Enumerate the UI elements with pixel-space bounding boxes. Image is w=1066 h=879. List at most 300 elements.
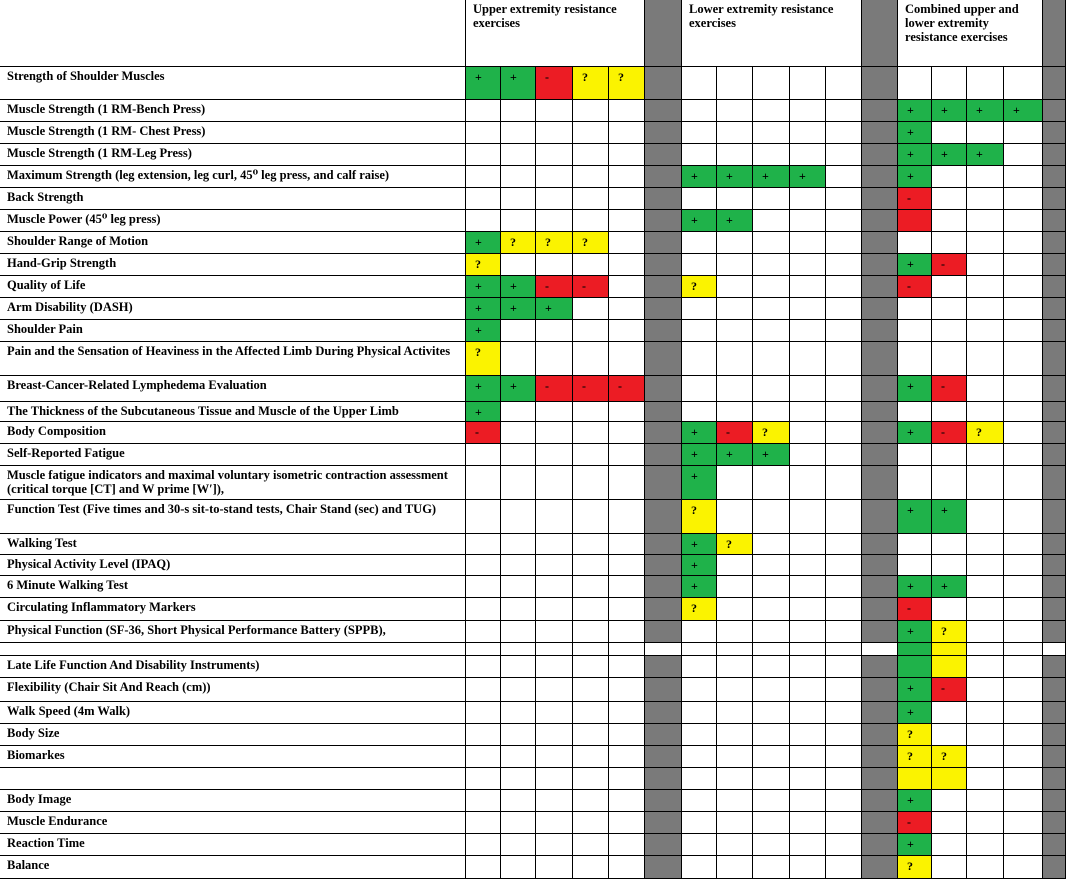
empty-cell bbox=[717, 466, 753, 500]
empty-cell bbox=[536, 856, 573, 879]
result-mark: + bbox=[898, 254, 932, 276]
empty-cell bbox=[1004, 576, 1043, 598]
row-label: Quality of Life bbox=[0, 276, 466, 298]
empty-cell bbox=[536, 444, 573, 466]
separator-column bbox=[862, 188, 898, 210]
result-mark: ? bbox=[573, 232, 609, 254]
empty-cell bbox=[682, 376, 717, 402]
separator-column bbox=[645, 100, 682, 122]
empty-cell bbox=[466, 768, 501, 790]
row-label: Physical Activity Level (IPAQ) bbox=[0, 555, 466, 576]
empty-cell bbox=[501, 812, 536, 834]
row-label: Circulating Inflammatory Markers bbox=[0, 598, 466, 621]
empty-cell bbox=[501, 402, 536, 422]
empty-cell bbox=[967, 166, 1004, 188]
result-mark: ? bbox=[609, 67, 645, 100]
empty-cell bbox=[682, 254, 717, 276]
empty-cell bbox=[466, 444, 501, 466]
empty-cell bbox=[1004, 500, 1043, 534]
empty-cell bbox=[1004, 166, 1043, 188]
empty-cell bbox=[536, 812, 573, 834]
empty-cell bbox=[536, 422, 573, 444]
result-mark: ? bbox=[932, 621, 967, 643]
empty-cell bbox=[501, 534, 536, 555]
empty-cell bbox=[753, 144, 790, 166]
empty-cell bbox=[967, 534, 1004, 555]
empty-cell bbox=[536, 210, 573, 232]
empty-cell bbox=[466, 466, 501, 500]
result-mark: + bbox=[682, 534, 717, 555]
empty-cell bbox=[967, 812, 1004, 834]
empty-cell bbox=[790, 500, 826, 534]
empty-cell bbox=[717, 812, 753, 834]
empty-cell bbox=[967, 576, 1004, 598]
empty-cell bbox=[501, 678, 536, 702]
empty-cell bbox=[573, 656, 609, 678]
empty-cell bbox=[932, 643, 967, 656]
empty-cell bbox=[790, 678, 826, 702]
separator-column bbox=[645, 376, 682, 402]
empty-cell bbox=[967, 555, 1004, 576]
empty-cell bbox=[898, 656, 932, 678]
empty-cell bbox=[790, 466, 826, 500]
separator-column bbox=[862, 232, 898, 254]
separator-column bbox=[645, 856, 682, 879]
separator-column bbox=[862, 576, 898, 598]
separator-column bbox=[862, 656, 898, 678]
empty-cell bbox=[826, 298, 862, 320]
row-label: Muscle Strength (1 RM-Bench Press) bbox=[0, 100, 466, 122]
separator-column bbox=[1043, 534, 1066, 555]
empty-cell bbox=[609, 466, 645, 500]
empty-cell bbox=[898, 232, 932, 254]
result-mark: + bbox=[466, 376, 501, 402]
empty-cell bbox=[898, 402, 932, 422]
separator-column bbox=[862, 598, 898, 621]
empty-cell bbox=[682, 724, 717, 746]
empty-cell bbox=[932, 555, 967, 576]
separator-column bbox=[862, 790, 898, 812]
empty-cell bbox=[609, 746, 645, 768]
empty-cell bbox=[1004, 376, 1043, 402]
empty-cell bbox=[1004, 466, 1043, 500]
empty-cell bbox=[682, 298, 717, 320]
row-label: Late Life Function And Disability Instruments) bbox=[0, 656, 466, 678]
empty-cell bbox=[573, 746, 609, 768]
separator-column bbox=[862, 166, 898, 188]
separator-column bbox=[1043, 702, 1066, 724]
empty-cell bbox=[790, 320, 826, 342]
empty-cell bbox=[898, 466, 932, 500]
empty-cell bbox=[1004, 555, 1043, 576]
empty-cell bbox=[573, 122, 609, 144]
empty-cell bbox=[501, 342, 536, 376]
empty-cell bbox=[573, 342, 609, 376]
empty-cell bbox=[717, 376, 753, 402]
separator-column bbox=[1043, 466, 1066, 500]
empty-cell bbox=[682, 342, 717, 376]
empty-cell bbox=[501, 834, 536, 856]
empty-cell bbox=[753, 466, 790, 500]
empty-cell bbox=[753, 790, 790, 812]
separator-column bbox=[1043, 122, 1066, 144]
result-mark: + bbox=[898, 576, 932, 598]
result-mark: + bbox=[466, 320, 501, 342]
empty-cell bbox=[682, 656, 717, 678]
empty-cell bbox=[753, 834, 790, 856]
empty-cell bbox=[967, 643, 1004, 656]
empty-cell bbox=[967, 678, 1004, 702]
empty-cell bbox=[1004, 678, 1043, 702]
empty-cell bbox=[536, 100, 573, 122]
empty-cell bbox=[573, 254, 609, 276]
result-mark: ? bbox=[682, 598, 717, 621]
empty-cell bbox=[717, 621, 753, 643]
empty-cell bbox=[573, 812, 609, 834]
separator-column bbox=[862, 834, 898, 856]
separator-column bbox=[645, 0, 682, 67]
empty-cell bbox=[609, 643, 645, 656]
empty-cell bbox=[826, 790, 862, 812]
empty-cell bbox=[682, 746, 717, 768]
empty-cell bbox=[753, 746, 790, 768]
result-mark: ? bbox=[682, 276, 717, 298]
empty-cell bbox=[790, 188, 826, 210]
empty-cell bbox=[967, 790, 1004, 812]
result-mark: + bbox=[682, 422, 717, 444]
row-label: 6 Minute Walking Test bbox=[0, 576, 466, 598]
gap-cell bbox=[1043, 643, 1066, 656]
empty-cell bbox=[826, 534, 862, 555]
empty-cell bbox=[466, 746, 501, 768]
empty-cell bbox=[717, 598, 753, 621]
empty-cell bbox=[790, 598, 826, 621]
empty-cell bbox=[1004, 856, 1043, 879]
separator-column bbox=[645, 500, 682, 534]
empty-cell bbox=[717, 834, 753, 856]
result-mark: + bbox=[466, 402, 501, 422]
separator-column bbox=[862, 444, 898, 466]
empty-cell bbox=[536, 768, 573, 790]
empty-cell bbox=[1004, 232, 1043, 254]
empty-cell bbox=[753, 702, 790, 724]
empty-cell bbox=[501, 790, 536, 812]
empty-cell bbox=[609, 834, 645, 856]
empty-cell bbox=[932, 834, 967, 856]
result-mark: - bbox=[717, 422, 753, 444]
empty-cell bbox=[932, 444, 967, 466]
result-mark: + bbox=[682, 466, 717, 500]
result-mark: + bbox=[898, 790, 932, 812]
empty-cell bbox=[573, 621, 609, 643]
empty-cell bbox=[790, 144, 826, 166]
empty-cell bbox=[501, 188, 536, 210]
empty-cell bbox=[826, 144, 862, 166]
result-mark: - bbox=[932, 376, 967, 402]
separator-column bbox=[1043, 100, 1066, 122]
empty-cell bbox=[609, 144, 645, 166]
result-mark: ? bbox=[682, 500, 717, 534]
empty-cell bbox=[466, 100, 501, 122]
result-mark: + bbox=[717, 166, 753, 188]
empty-cell bbox=[573, 444, 609, 466]
empty-cell bbox=[826, 678, 862, 702]
empty-cell bbox=[717, 188, 753, 210]
empty-cell bbox=[753, 188, 790, 210]
result-mark: - bbox=[609, 376, 645, 402]
empty-cell bbox=[932, 320, 967, 342]
empty-cell bbox=[682, 790, 717, 812]
empty-cell bbox=[466, 812, 501, 834]
empty-cell bbox=[790, 298, 826, 320]
separator-column bbox=[1043, 254, 1066, 276]
empty-cell bbox=[790, 621, 826, 643]
empty-cell bbox=[790, 402, 826, 422]
empty-cell bbox=[717, 856, 753, 879]
empty-cell bbox=[717, 100, 753, 122]
empty-cell bbox=[501, 702, 536, 724]
header-combined: Combined upper and lower extremity resistance exercises bbox=[898, 0, 1043, 67]
separator-column bbox=[645, 768, 682, 790]
empty-cell bbox=[501, 724, 536, 746]
empty-cell bbox=[682, 122, 717, 144]
empty-cell bbox=[932, 188, 967, 210]
empty-cell bbox=[609, 188, 645, 210]
result-mark: - bbox=[536, 376, 573, 402]
separator-column bbox=[862, 320, 898, 342]
separator-column bbox=[862, 856, 898, 879]
empty-cell bbox=[898, 534, 932, 555]
result-mark: + bbox=[717, 444, 753, 466]
empty-cell bbox=[717, 576, 753, 598]
empty-cell bbox=[501, 500, 536, 534]
empty-cell bbox=[753, 122, 790, 144]
separator-column bbox=[862, 144, 898, 166]
result-mark: + bbox=[682, 555, 717, 576]
separator-column bbox=[1043, 210, 1066, 232]
separator-column bbox=[645, 320, 682, 342]
empty-cell bbox=[826, 342, 862, 376]
empty-cell bbox=[717, 254, 753, 276]
empty-cell bbox=[717, 702, 753, 724]
separator-column bbox=[1043, 422, 1066, 444]
separator-column bbox=[862, 210, 898, 232]
empty-cell bbox=[1004, 656, 1043, 678]
separator-column bbox=[1043, 724, 1066, 746]
empty-cell bbox=[717, 790, 753, 812]
empty-cell bbox=[609, 555, 645, 576]
result-mark: + bbox=[898, 144, 932, 166]
empty-cell bbox=[790, 67, 826, 100]
empty-cell bbox=[967, 724, 1004, 746]
row-label: Muscle Strength (1 RM- Chest Press) bbox=[0, 122, 466, 144]
result-mark: + bbox=[501, 276, 536, 298]
result-mark: - bbox=[536, 67, 573, 100]
empty-cell bbox=[967, 621, 1004, 643]
empty-cell bbox=[573, 298, 609, 320]
header-lower: Lower extremity resistance exercises bbox=[682, 0, 862, 67]
empty-cell bbox=[1004, 724, 1043, 746]
result-mark: ? bbox=[898, 856, 932, 879]
empty-cell bbox=[501, 320, 536, 342]
empty-cell bbox=[932, 856, 967, 879]
result-mark: ? bbox=[753, 422, 790, 444]
empty-cell bbox=[898, 643, 932, 656]
separator-column bbox=[645, 342, 682, 376]
empty-cell bbox=[1004, 276, 1043, 298]
empty-cell bbox=[898, 210, 932, 232]
empty-cell bbox=[753, 856, 790, 879]
result-mark: - bbox=[932, 422, 967, 444]
separator-column bbox=[1043, 621, 1066, 643]
separator-column bbox=[862, 0, 898, 67]
result-mark: + bbox=[790, 166, 826, 188]
separator-column bbox=[645, 402, 682, 422]
row-label: Muscle Endurance bbox=[0, 812, 466, 834]
empty-cell bbox=[932, 534, 967, 555]
separator-column bbox=[1043, 500, 1066, 534]
empty-cell bbox=[609, 702, 645, 724]
empty-cell bbox=[501, 422, 536, 444]
separator-column bbox=[645, 166, 682, 188]
empty-cell bbox=[573, 188, 609, 210]
empty-cell bbox=[826, 702, 862, 724]
empty-cell bbox=[573, 402, 609, 422]
empty-cell bbox=[536, 598, 573, 621]
empty-cell bbox=[753, 534, 790, 555]
empty-cell bbox=[826, 746, 862, 768]
empty-cell bbox=[466, 834, 501, 856]
empty-cell bbox=[753, 254, 790, 276]
separator-column bbox=[645, 702, 682, 724]
empty-cell bbox=[932, 122, 967, 144]
empty-cell bbox=[466, 702, 501, 724]
separator-column bbox=[645, 598, 682, 621]
empty-cell bbox=[573, 534, 609, 555]
separator-column bbox=[1043, 144, 1066, 166]
empty-cell bbox=[682, 834, 717, 856]
empty-cell bbox=[753, 376, 790, 402]
empty-cell bbox=[717, 298, 753, 320]
empty-cell bbox=[536, 500, 573, 534]
separator-column bbox=[1043, 188, 1066, 210]
empty-cell bbox=[682, 702, 717, 724]
empty-cell bbox=[826, 188, 862, 210]
empty-cell bbox=[573, 100, 609, 122]
empty-cell bbox=[717, 276, 753, 298]
separator-column bbox=[645, 422, 682, 444]
separator-column bbox=[1043, 342, 1066, 376]
empty-cell bbox=[967, 444, 1004, 466]
result-mark: - bbox=[536, 276, 573, 298]
empty-cell bbox=[790, 276, 826, 298]
empty-cell bbox=[573, 702, 609, 724]
empty-cell bbox=[501, 100, 536, 122]
separator-column bbox=[645, 276, 682, 298]
row-label: Biomarkes bbox=[0, 746, 466, 768]
separator-column bbox=[862, 100, 898, 122]
empty-cell bbox=[967, 376, 1004, 402]
separator-column bbox=[1043, 812, 1066, 834]
empty-cell bbox=[501, 555, 536, 576]
result-mark: ? bbox=[573, 67, 609, 100]
empty-cell bbox=[753, 342, 790, 376]
empty-cell bbox=[753, 768, 790, 790]
separator-column bbox=[1043, 166, 1066, 188]
empty-cell bbox=[1004, 254, 1043, 276]
empty-cell bbox=[1004, 598, 1043, 621]
empty-cell bbox=[682, 402, 717, 422]
empty-cell bbox=[967, 702, 1004, 724]
result-mark: ? bbox=[466, 254, 501, 276]
empty-cell bbox=[1004, 621, 1043, 643]
empty-cell bbox=[967, 402, 1004, 422]
empty-cell bbox=[536, 643, 573, 656]
empty-cell bbox=[536, 790, 573, 812]
result-mark: + bbox=[536, 298, 573, 320]
empty-cell bbox=[466, 188, 501, 210]
empty-cell bbox=[573, 598, 609, 621]
empty-cell bbox=[717, 656, 753, 678]
result-mark: + bbox=[753, 444, 790, 466]
empty-cell bbox=[536, 746, 573, 768]
result-mark: ? bbox=[932, 746, 967, 768]
empty-cell bbox=[466, 166, 501, 188]
empty-cell bbox=[573, 210, 609, 232]
empty-cell bbox=[1004, 643, 1043, 656]
empty-cell bbox=[682, 188, 717, 210]
separator-column bbox=[645, 834, 682, 856]
empty-cell bbox=[609, 166, 645, 188]
empty-cell bbox=[573, 144, 609, 166]
empty-cell bbox=[501, 598, 536, 621]
row-label: Breast-Cancer-Related Lymphedema Evaluation bbox=[0, 376, 466, 402]
empty-cell bbox=[536, 254, 573, 276]
row-label bbox=[0, 643, 466, 656]
empty-cell bbox=[609, 678, 645, 702]
empty-cell bbox=[932, 702, 967, 724]
empty-cell bbox=[1004, 298, 1043, 320]
empty-cell bbox=[466, 210, 501, 232]
empty-cell bbox=[1004, 188, 1043, 210]
separator-column bbox=[862, 555, 898, 576]
empty-cell bbox=[898, 342, 932, 376]
result-mark: + bbox=[682, 210, 717, 232]
empty-cell bbox=[717, 67, 753, 100]
empty-cell bbox=[967, 834, 1004, 856]
empty-cell bbox=[753, 598, 790, 621]
separator-column bbox=[862, 746, 898, 768]
result-mark: + bbox=[898, 422, 932, 444]
row-label: Maximum Strength (leg extension, leg curl, 45⁰ leg press, and calf raise) bbox=[0, 166, 466, 188]
separator-column bbox=[862, 342, 898, 376]
separator-column bbox=[1043, 320, 1066, 342]
separator-column bbox=[645, 724, 682, 746]
separator-column bbox=[645, 555, 682, 576]
separator-column bbox=[645, 210, 682, 232]
empty-cell bbox=[753, 320, 790, 342]
empty-cell bbox=[967, 188, 1004, 210]
empty-cell bbox=[1004, 834, 1043, 856]
empty-cell bbox=[967, 598, 1004, 621]
empty-cell bbox=[717, 402, 753, 422]
result-mark: + bbox=[501, 376, 536, 402]
separator-column bbox=[862, 621, 898, 643]
separator-column bbox=[862, 376, 898, 402]
result-mark: ? bbox=[536, 232, 573, 254]
result-mark: - bbox=[932, 254, 967, 276]
row-label: Self-Reported Fatigue bbox=[0, 444, 466, 466]
